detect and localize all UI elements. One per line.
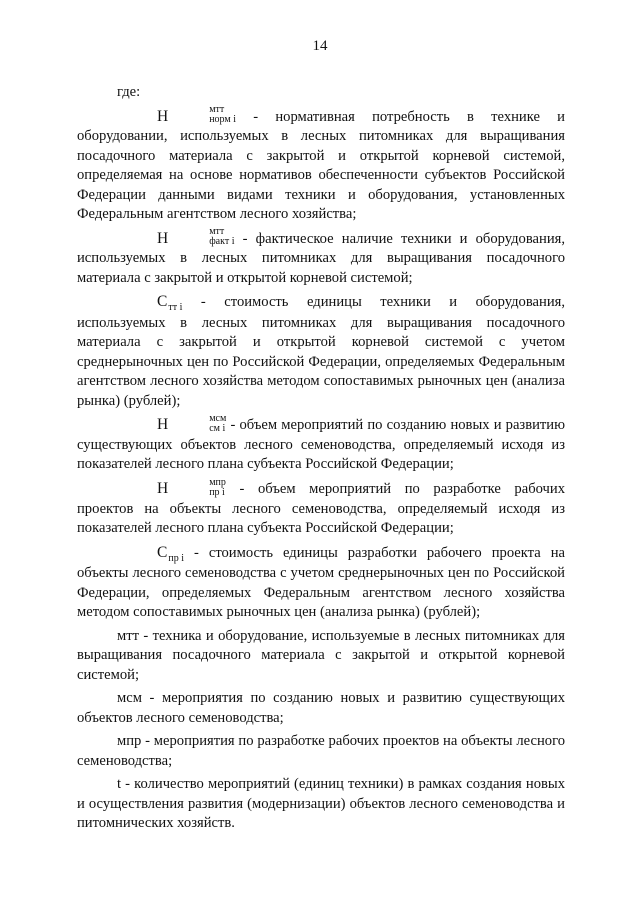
definition-item xyxy=(77,476,566,539)
symbol-base: Н xyxy=(157,229,169,247)
definition-text: - стоимость единицы техники и оборудования, используемых в лесных питомниках для выращивания посадочного материала с закрытой и открытой корневой системой с учетом среднерыночных цен по Российской Федерации, определяемых Федеральным агентством лесного хозяйства методом сопоставимых рыночных цен (анализа рынка) (рублей); xyxy=(77,294,565,409)
definition-text: - фактическое наличие техники и оборудования, используемых в лесных питомниках для выращивания посадочного материала с закрытой и открытой корневой системой; xyxy=(77,230,565,286)
formula-symbol xyxy=(117,412,227,436)
definition-item xyxy=(77,412,565,475)
note-item: мпр - мероприятия по разработке рабочих проектов на объекты лесного семеноводства; xyxy=(77,733,565,769)
symbol-superscript: мпр xyxy=(209,476,226,488)
symbol-superscript: мтт xyxy=(209,104,225,116)
page-number: 14 xyxy=(312,38,328,54)
definition-text: - объем мероприятий по разработке рабочих проектов на объекты лесного семеноводства, определяемый исходя из показателей лесного плана субъекта Российской Федерации; xyxy=(77,480,566,537)
definition-item xyxy=(77,226,565,289)
formula-symbol xyxy=(117,104,237,128)
definition-text: - нормативная потребность в технике и оборудовании, используемых в лесных питомниках для выращивания посадочного материала с закрытой и открытой корневой системой, определяемая на основе нормативов обеспеченности субъектов Российской Федерации данными видами техники и оборудования, установленных Федеральным агентством лесного хозяйства; xyxy=(77,108,565,223)
symbol-superscript: мсм xyxy=(209,412,227,424)
notes-list xyxy=(77,627,565,834)
definition-text: - стоимость единицы разработки рабочего проекта на объекты лесного семеноводства с учетом среднерыночных цен по Российской Федерации, определяемых Федеральным агентством лесного хозяйства методом сопоставимых рыночных цен (анализа рынка) (рублей); xyxy=(77,544,565,621)
note-item: t - количество мероприятий (единиц техники) в рамках создания новых и осуществления развития (модернизации) объектов лесного семеноводства и питомнических хозяйств. xyxy=(77,776,565,832)
symbol-subscript: норм i xyxy=(209,114,237,126)
formula-symbol xyxy=(117,226,235,250)
formula-symbol xyxy=(117,543,184,565)
definition-item xyxy=(77,104,565,225)
symbol-subscript: факт i xyxy=(209,236,235,248)
symbol-subscript: пр i xyxy=(209,486,225,498)
formula-symbol xyxy=(117,292,182,314)
symbol-base: С xyxy=(157,543,168,561)
definition-item xyxy=(77,543,565,623)
symbol-base: Н xyxy=(157,416,169,434)
note-item: мтт - техника и оборудование, используемые в лесных питомниках для выращивания посадочного материала с закрытой и открытой корневой системой; xyxy=(77,627,565,683)
intro-text: где: xyxy=(117,84,141,100)
document-body xyxy=(77,83,565,834)
definition-text: - объем мероприятий по созданию новых и развитию существующих объектов лесного семеноводства, определяемый исходя из показателей лесного плана субъекта Российской Федерации; xyxy=(77,417,565,473)
definitions-list xyxy=(77,104,566,623)
symbol-base: Н xyxy=(157,107,169,125)
symbol-base: Н xyxy=(157,479,169,497)
symbol-subscript: тт i xyxy=(168,302,183,314)
symbol-subscript: см i xyxy=(209,422,226,434)
formula-symbol xyxy=(117,476,226,500)
symbol-superscript: мтт xyxy=(209,226,225,238)
symbol-base: С xyxy=(157,293,168,311)
note-item: мсм - мероприятия по созданию новых и развитию существующих объектов лесного семеноводства; xyxy=(77,690,565,726)
definition-item xyxy=(77,292,565,411)
symbol-subscript: пр i xyxy=(168,552,184,564)
